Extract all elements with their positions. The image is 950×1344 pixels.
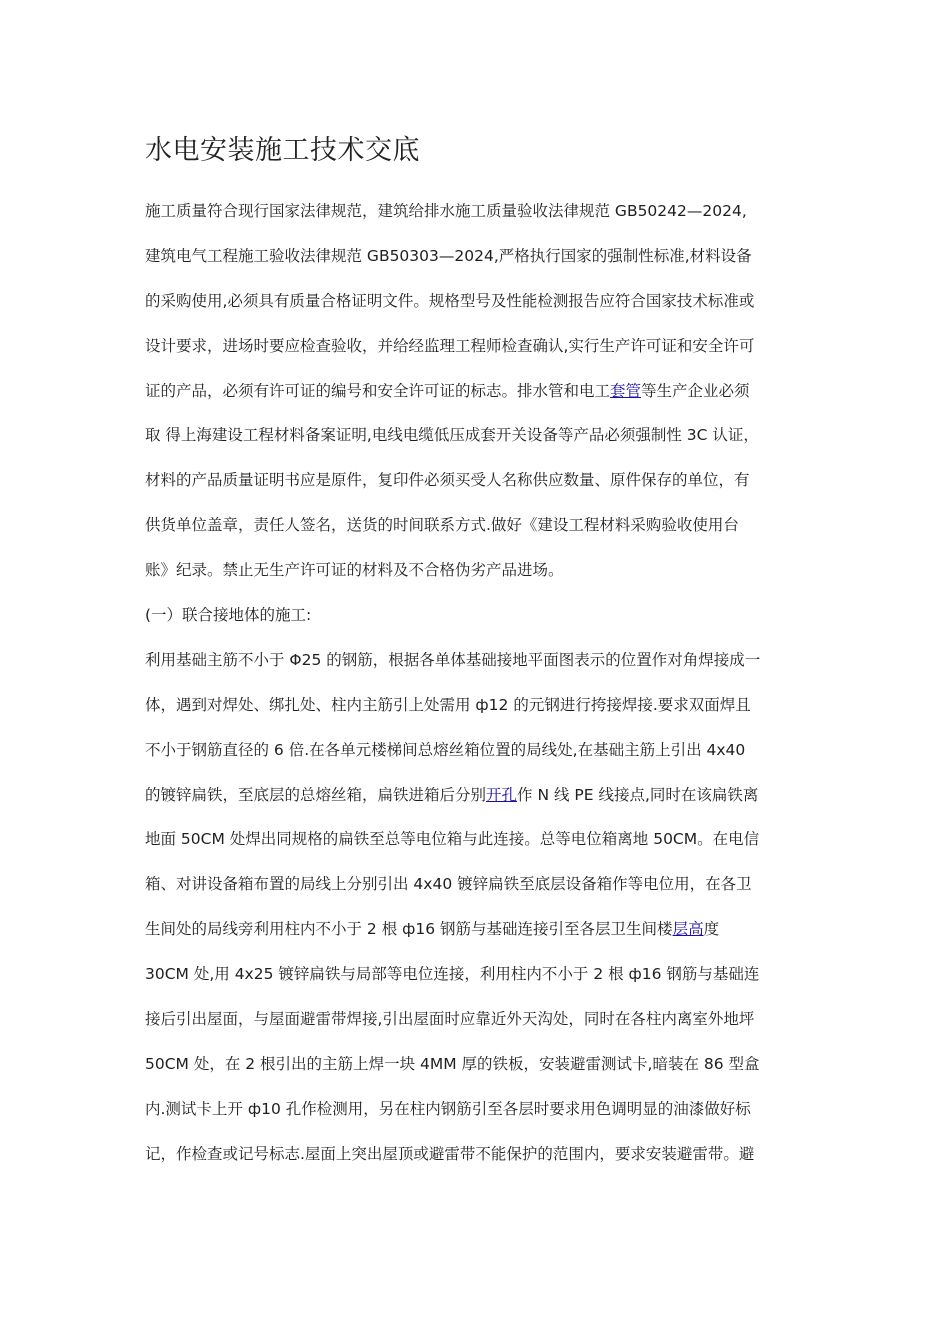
section-heading	[145, 602, 810, 647]
body-line	[145, 826, 810, 871]
text-segment: 50CM 处，在 2 根引出的主筋上焊一块 4MM 厚的铁板，安装避雷测试卡,暗装在 86 型盒	[145, 1054, 760, 1073]
body-line	[145, 916, 810, 961]
text-segment: 度	[703, 920, 720, 939]
body-line	[145, 782, 810, 827]
body-line	[145, 422, 810, 467]
text-segment: 记，作检查或记号标志.屋面上突出屋顶或避雷带不能保护的范围内，要求安装避雷带。避	[145, 1144, 755, 1163]
text-segment: 设计要求，进场时要应检查验收，并给经监理工程师检查确认,实行生产许可证和安全许可	[145, 336, 755, 355]
body-line	[145, 288, 810, 333]
body-line	[145, 692, 810, 737]
body-line	[145, 512, 810, 557]
body-line	[145, 243, 810, 288]
text-segment: 不小于钢筋直径的 6 倍.在各单元楼梯间总熔丝箱位置的局线处,在基础主筋上引出 4x40	[145, 740, 746, 759]
body-line	[145, 557, 810, 602]
body-line	[145, 1051, 810, 1096]
text-segment: 体，遇到对焊处、绑扎处、柱内主筋引上处需用 ф12 的元钢进行挎接焊接.要求双面焊且	[145, 695, 751, 714]
body-line	[145, 961, 810, 1006]
text-segment: 等生产企业必须	[641, 381, 750, 400]
text-segment: 箱、对讲设备箱布置的局线上分别引出 4x40 镀锌扁铁至底层设备箱作等电位用，在各卫	[145, 875, 752, 894]
link-cenggao[interactable]: 层高	[672, 920, 704, 939]
text-segment: 地面 50CM 处焊出同规格的扁铁至总等电位箱与此连接。总等电位箱离地 50CM。在电信	[145, 830, 760, 849]
text-segment: 的采购使用,必须具有质量合格证明文件。规格型号及性能检测报告应符合国家技术标准或	[145, 291, 755, 310]
text-segment: 30CM 处,用 4x25 镀锌扁铁与局部等电位连接，利用柱内不小于 2 根 ф16 钢筋与基础连	[145, 965, 760, 984]
text-segment: 施工质量符合现行国家法律规范，建筑给排水施工质量验收法律规范 GB50242—2024,	[145, 202, 747, 220]
text-segment: 利用基础主筋不小于 Φ25 的钢筋，根据各单体基础接地平面图表示的位置作对角焊接成一	[145, 650, 761, 669]
text-segment: 接后引出屋面，与屋面避雷带焊接,引出屋面时应靠近外天沟处，同时在各柱内离室外地坪	[145, 1010, 755, 1029]
text-segment: 材料的产品质量证明书应是原件，复印件必须买受人名称供应数量、原件保存的单位，有	[145, 471, 750, 490]
body-line	[145, 333, 810, 378]
body-line	[145, 198, 810, 243]
body-line	[145, 467, 810, 512]
body-line	[145, 378, 810, 423]
text-segment: 证的产品，必须有许可证的编号和安全许可证的标志。排水管和电工	[145, 381, 611, 400]
body-line	[145, 871, 810, 916]
body-line	[145, 1006, 810, 1051]
link-kaikong[interactable]: 开孔	[486, 785, 518, 804]
text-segment: 作 N 线 PE 线接点,同时在该扁铁离	[517, 785, 759, 804]
text-segment: 供货单位盖章，责任人签名，送货的时间联系方式.做好《建设工程材料采购验收使用台	[145, 516, 739, 535]
text-segment: 取 得上海建设工程材料备案证明,电线电缆低压成套开关设备等产品必须强制性 3C 认证，	[145, 426, 759, 445]
text-segment: 的镀锌扁铁，至底层的总熔丝箱，扁铁进箱后分别	[145, 785, 487, 804]
body-line	[145, 737, 810, 782]
text-segment: 内.测试卡上开 ф10 孔作检测用，另在柱内钢筋引至各层时要求用色调明显的油漆做好标	[145, 1099, 751, 1118]
body-line	[145, 1096, 810, 1141]
link-taoguan[interactable]: 套管	[610, 381, 642, 400]
document-title: 水电安装施工技术交底	[145, 135, 420, 166]
text-segment: 账》纪录。禁止无生产许可证的材料及不合格伪劣产品进场。	[145, 561, 564, 580]
text-segment: 建筑电气工程施工验收法律规范 GB50303—2024,严格执行国家的强制性标准,材料设备	[145, 246, 752, 265]
text-segment: (一）联合接地体的施工:	[145, 606, 312, 625]
text-segment: 生间处的局线旁利用柱内不小于 2 根 ф16 钢筋与基础连接引至各层卫生间楼	[145, 920, 673, 939]
document-body	[145, 198, 810, 1186]
body-line	[145, 647, 810, 692]
body-line	[145, 1141, 810, 1186]
